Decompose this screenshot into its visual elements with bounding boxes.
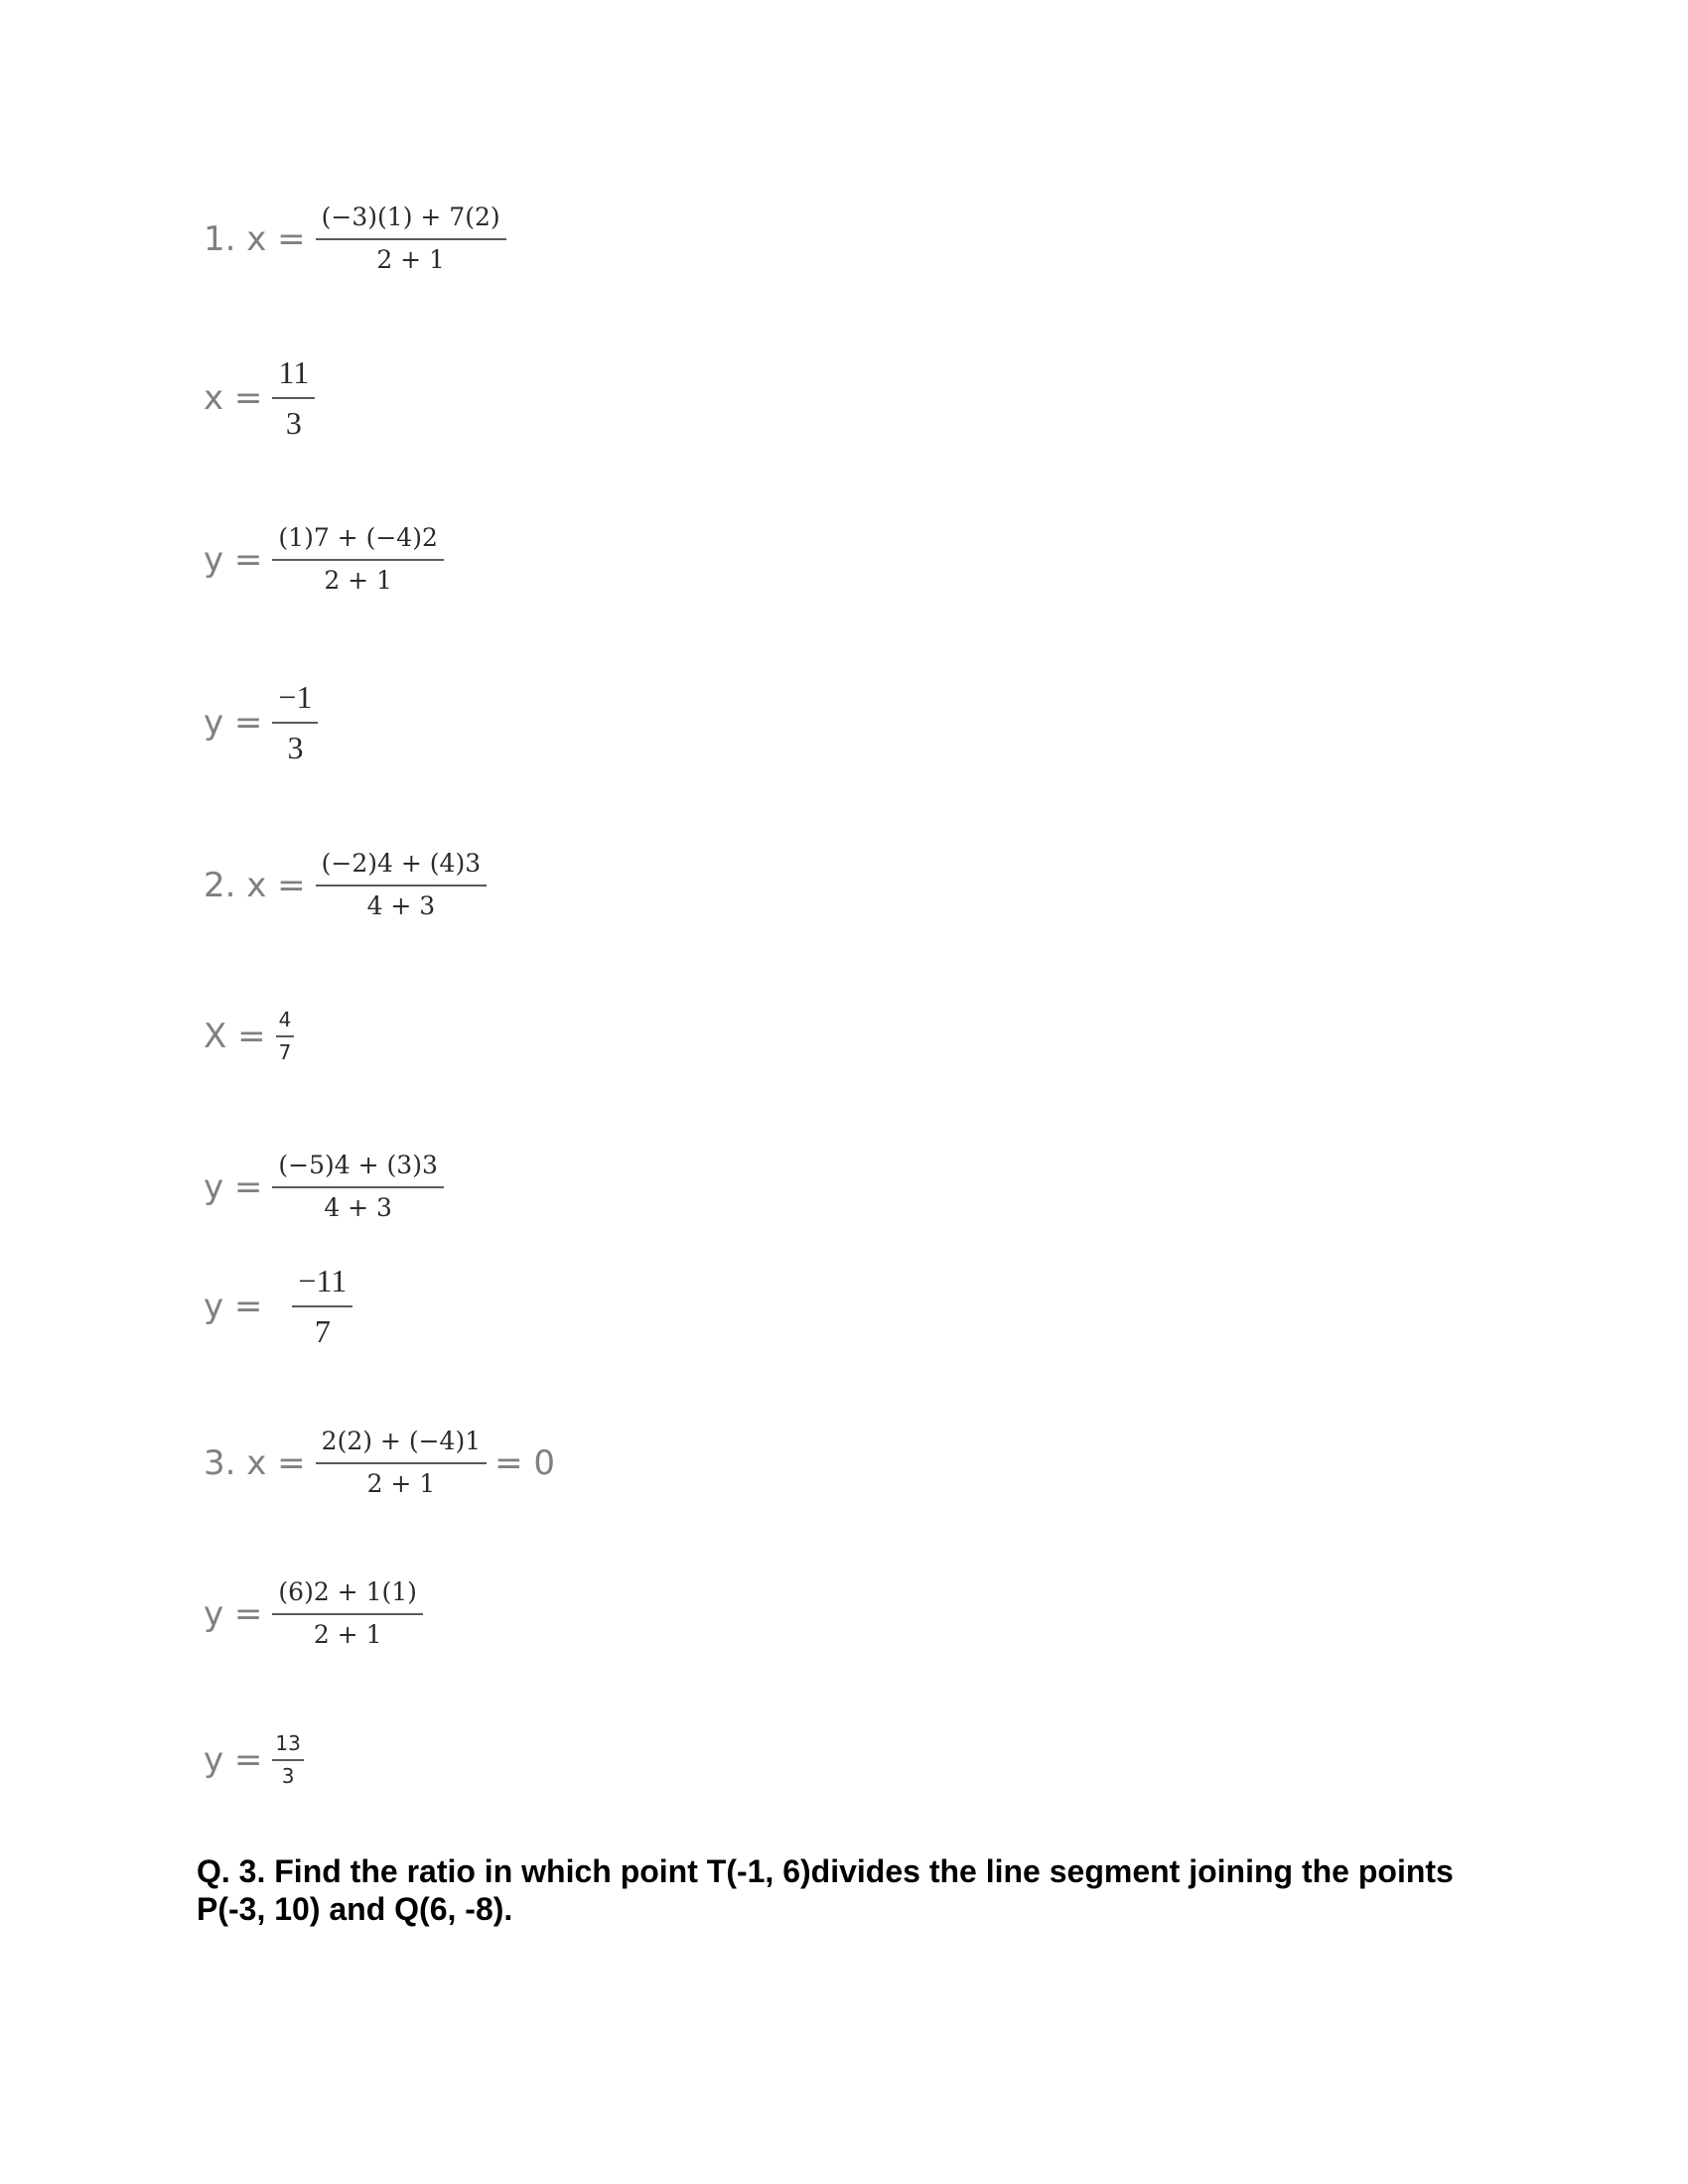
fraction [316,850,487,921]
fraction-bar [272,722,318,724]
equation-label: 2. x = [204,865,306,905]
fraction-numerator: 11 [278,354,310,390]
fraction-denominator: 2 + 1 [313,1619,382,1649]
fraction [272,354,315,442]
fraction-bar [316,1462,487,1464]
equation-3-y-result [204,1732,304,1788]
equation-label: x = [204,377,263,418]
fraction [292,1263,352,1350]
fraction-numerator: 4 [278,1008,292,1031]
fraction [272,1732,303,1788]
fraction-bar [276,1035,295,1037]
equation-suffix: = 0 [494,1442,556,1483]
fraction-numerator: 2(2) + (−4)1 [321,1427,482,1455]
fraction-bar [272,559,443,561]
equation-label: y = [204,1166,263,1207]
fraction-numerator: (1)7 + (−4)2 [278,523,438,552]
fraction-bar [316,238,506,240]
fraction-denominator: 2 + 1 [324,565,392,595]
fraction-bar [316,885,487,887]
equation-label: X = [204,1017,266,1056]
equation-2-x-result [204,1009,294,1064]
fraction-denominator: 3 [281,1764,295,1788]
fraction-denominator: 4 + 3 [324,1192,392,1222]
equation-label: y = [204,1286,263,1326]
equation-1-x-result [204,354,315,442]
fraction-denominator: 4 + 3 [366,890,436,920]
fraction [272,524,443,596]
fraction [316,204,506,275]
fraction [276,1009,295,1064]
equation-label: y = [204,1740,263,1780]
fraction-numerator: (6)2 + 1(1) [278,1577,417,1606]
fraction-bar [272,1613,422,1615]
fraction [272,1578,422,1650]
equation-1-y [204,524,444,596]
equation-2-x [204,850,487,921]
fraction [316,1428,487,1499]
equation-2-y-result [204,1263,352,1350]
fraction-bar [272,397,315,399]
equation-1-x [204,204,506,275]
fraction [272,1152,443,1223]
fraction [272,679,318,766]
equation-label: y = [204,1593,263,1634]
equation-1-y-result [204,679,318,766]
fraction-denominator: 3 [287,729,304,765]
equation-label: y = [204,702,263,743]
fraction-numerator: (−3)(1) + 7(2) [321,203,500,231]
fraction-denominator: 3 [285,404,302,441]
fraction-denominator: 7 [314,1312,331,1349]
equation-label: y = [204,539,263,580]
fraction-bar [292,1305,352,1307]
equation-label: 3. x = [204,1442,306,1483]
equation-label: 1. x = [204,218,306,259]
question-text: Q. 3. Find the ratio in which point T(-1, 6)divides the line segment joining the points P(-3, 10) and Q(6, -8). [197,1853,1454,1927]
equation-3-x [204,1428,555,1499]
fraction-numerator: 13 [275,1731,301,1755]
fraction-numerator: (−2)4 + (4)3 [321,849,482,878]
equation-3-y [204,1578,423,1650]
fraction-numerator: −1 [278,679,313,715]
fraction-denominator: 2 + 1 [376,244,445,274]
fraction-bar [272,1759,303,1761]
fraction-numerator: −11 [298,1263,348,1298]
fraction-numerator: (−5)4 + (3)3 [278,1151,438,1179]
fraction-bar [272,1186,443,1188]
fraction-denominator: 2 + 1 [366,1468,436,1498]
equation-2-y [204,1152,444,1223]
fraction-denominator: 7 [278,1040,292,1064]
